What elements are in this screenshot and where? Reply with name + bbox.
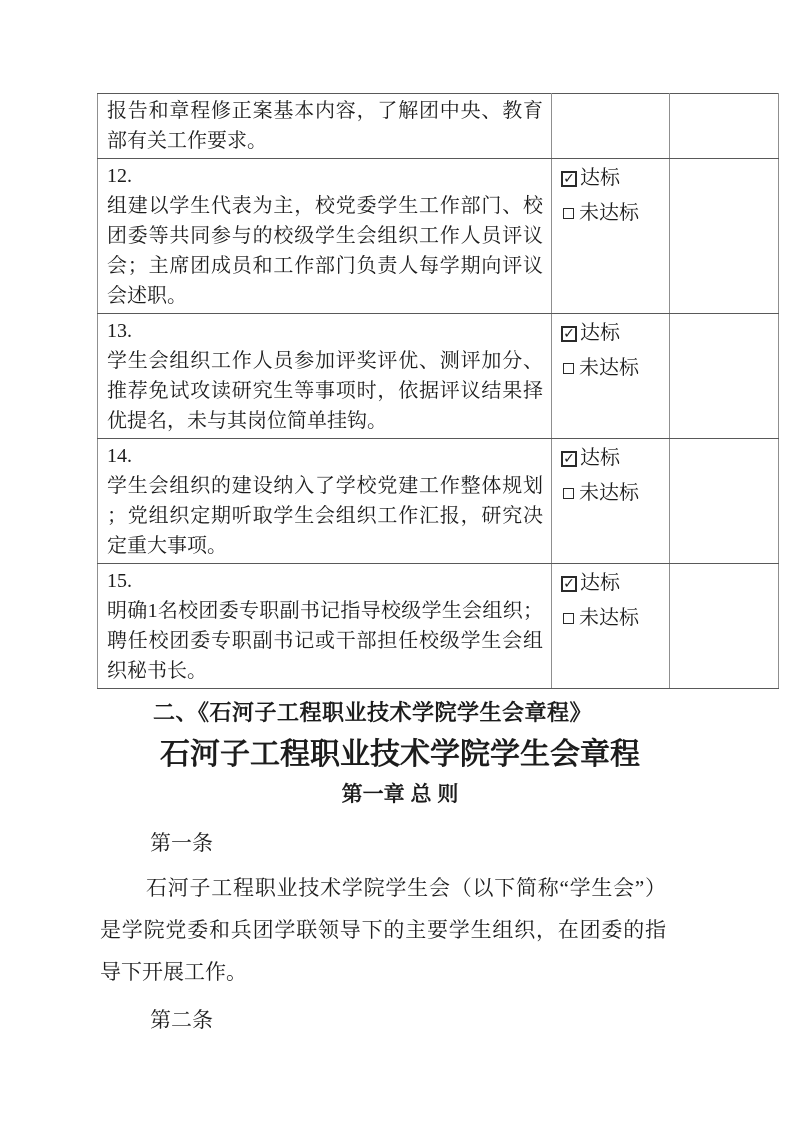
unchecked-checkbox-icon[interactable] xyxy=(563,363,574,374)
item-text-cell xyxy=(98,159,552,314)
extra-cell xyxy=(670,439,779,564)
item-text-cell xyxy=(98,439,552,564)
status-cell xyxy=(552,159,670,314)
checked-checkbox-icon[interactable] xyxy=(561,576,577,592)
status-cell xyxy=(552,314,670,439)
check-mark-icon: ✓ xyxy=(563,450,575,467)
item-number: 12. xyxy=(107,165,132,187)
extra-cell xyxy=(670,159,779,314)
table-row xyxy=(98,314,779,439)
item-number: 13. xyxy=(107,320,132,342)
table-row xyxy=(98,439,779,564)
chapter-heading: 第一章 总 则 xyxy=(341,783,459,806)
status-cell xyxy=(552,439,670,564)
status-met-option[interactable] xyxy=(561,441,661,476)
item-number: 15. xyxy=(107,570,132,592)
checked-checkbox-icon[interactable] xyxy=(561,326,577,342)
article-2-label: 第二条 xyxy=(150,1008,213,1032)
status-met-option[interactable] xyxy=(561,316,661,351)
status-not-met-option[interactable] xyxy=(561,351,661,386)
status-met-option[interactable] xyxy=(561,566,661,601)
status-not-met-label: 未达标 xyxy=(579,202,639,224)
status-cell xyxy=(552,94,670,159)
status-not-met-option[interactable] xyxy=(561,476,661,511)
status-not-met-label: 未达标 xyxy=(579,357,639,379)
extra-cell xyxy=(670,564,779,689)
status-not-met-label: 未达标 xyxy=(579,607,639,629)
status-not-met-option[interactable] xyxy=(561,196,661,231)
item-text: 学生会组织的建设纳入了学校党建工作整体规划；党组织定期听取学生会组织工作汇报，研究决定重大事项。 xyxy=(107,475,543,557)
checked-checkbox-icon[interactable] xyxy=(561,451,577,467)
article-1-label: 第一条 xyxy=(150,831,213,855)
item-text-cell xyxy=(98,314,552,439)
unchecked-checkbox-icon[interactable] xyxy=(563,613,574,624)
status-not-met-label: 未达标 xyxy=(579,482,639,504)
item-number: 14. xyxy=(107,445,132,467)
table-row xyxy=(98,94,779,159)
status-cell xyxy=(552,564,670,689)
unchecked-checkbox-icon[interactable] xyxy=(563,488,574,499)
item-text-cell xyxy=(98,94,552,159)
item-text-cell xyxy=(98,564,552,689)
table-row xyxy=(98,564,779,689)
table-row xyxy=(98,159,779,314)
extra-cell xyxy=(670,94,779,159)
article-1-text: 石河子工程职业技术学院学生会（以下简称“学生会”）是学院党委和兵团学联领导下的主要学生组织，在团委的指导下开展工作。 xyxy=(100,876,666,984)
status-met-label: 达标 xyxy=(580,167,620,189)
checked-checkbox-icon[interactable] xyxy=(561,171,577,187)
status-not-met-option[interactable] xyxy=(561,601,661,636)
unchecked-checkbox-icon[interactable] xyxy=(563,208,574,219)
check-mark-icon: ✓ xyxy=(563,325,575,342)
extra-cell xyxy=(670,314,779,439)
status-met-label: 达标 xyxy=(580,572,620,594)
item-text: 报告和章程修正案基本内容，了解团中央、教育部有关工作要求。 xyxy=(107,100,543,152)
check-mark-icon: ✓ xyxy=(563,170,575,187)
item-text: 明确1名校团委专职副书记指导校级学生会组织；聘任校团委专职副书记或干部担任校级学生会组织秘书长。 xyxy=(107,600,543,682)
checklist-table xyxy=(97,93,779,689)
section-heading: 二、《石河子工程职业技术学院学生会章程》 xyxy=(153,700,593,725)
status-met-option[interactable] xyxy=(561,161,661,196)
status-met-label: 达标 xyxy=(580,447,620,469)
charter-title: 石河子工程职业技术学院学生会章程 xyxy=(160,737,640,772)
item-text: 学生会组织工作人员参加评奖评优、测评加分、推荐免试攻读研究生等事项时，依据评议结果择优提名，未与其岗位简单挂钩。 xyxy=(107,350,543,432)
check-mark-icon: ✓ xyxy=(563,575,575,592)
status-met-label: 达标 xyxy=(580,322,620,344)
item-text: 组建以学生代表为主，校党委学生工作部门、校团委等共同参与的校级学生会组织工作人员评议会；主席团成员和工作部门负责人每学期向评议会述职。 xyxy=(107,195,543,307)
